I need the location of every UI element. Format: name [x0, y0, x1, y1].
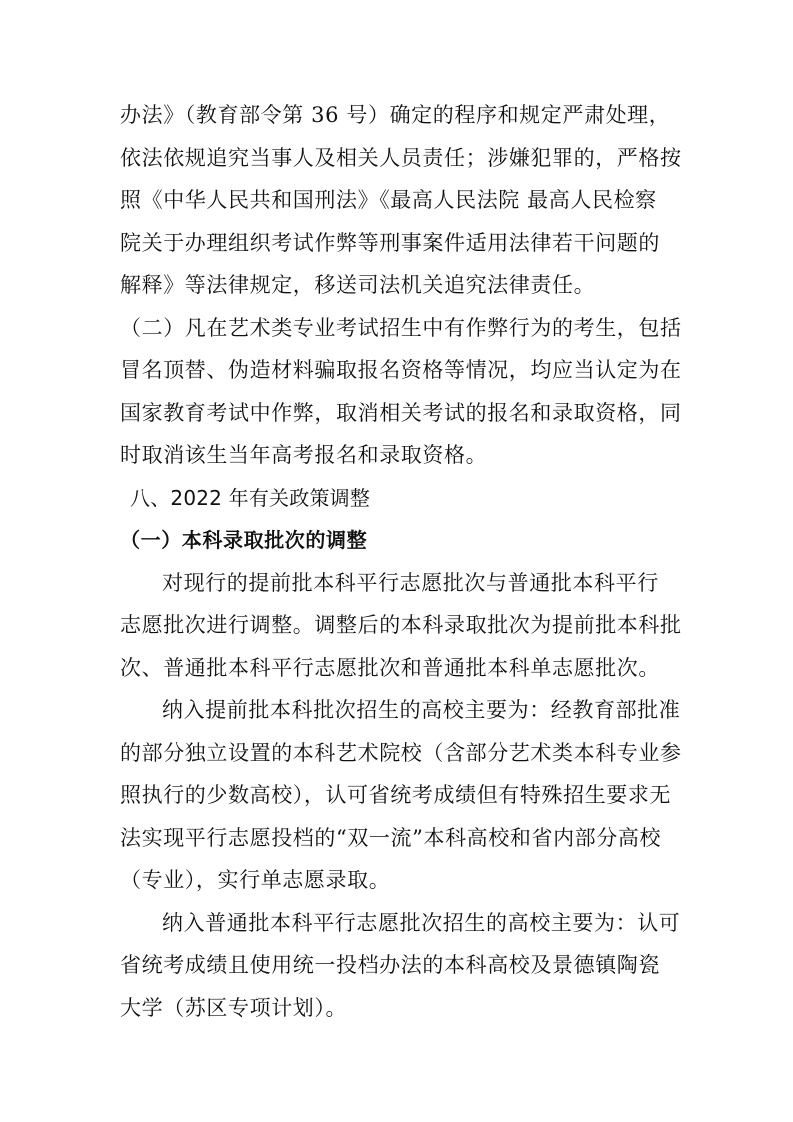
paragraph-line: 国家教育考试中作弊，取消相关考试的报名和录取资格，同 [120, 401, 682, 425]
paragraph-line: （专业），实行单志愿录取。 [120, 868, 391, 892]
paragraph-line: 对现行的提前批本科平行志愿批次与普通批本科平行 [162, 571, 659, 595]
paragraph-line: 依法依规追究当事人及相关人员责任；涉嫌犯罪的，严格按 [120, 146, 682, 170]
paragraph-line: 照执行的少数高校），认可省统考成绩但有特殊招生要求无 [120, 783, 672, 807]
paragraph-line: 解释》等法律规定，移送司法机关追究法律责任。 [120, 273, 596, 297]
paragraph-line: 法实现平行志愿投档的“双一流”本科高校和省内部分高校 [120, 826, 662, 850]
paragraph-line: 院关于办理组织考试作弊等刑事案件适用法律若干问题的 [120, 231, 660, 255]
paragraph-line: 大学（苏区专项计划）。 [120, 996, 348, 1020]
paragraph-line: 纳入普通批本科平行志愿批次招生的高校主要为：认可 [162, 911, 681, 935]
paragraph-line: 冒名顶替、伪造材料骗取报名资格等情况，均应当认定为在 [120, 358, 682, 382]
paragraph-line: 纳入提前批本科批次招生的高校主要为：经教育部批准 [162, 698, 681, 722]
paragraph-line: 志愿批次进行调整。调整后的本科录取批次为提前批本科批 [120, 613, 682, 637]
subsection-heading: （一）本科录取批次的调整 [120, 528, 368, 552]
paragraph-line: 省统考成绩且使用统一投档办法的本科高校及景德镇陶瓷 [120, 953, 660, 977]
paragraph-line: 次、普通批本科平行志愿批次和普通批本科单志愿批次。 [120, 656, 660, 680]
paragraph-line: （二）凡在艺术类专业考试招生中有作弊行为的考生，包括 [120, 316, 682, 340]
paragraph-line: 时取消该生当年高考报名和录取资格。 [120, 443, 488, 467]
paragraph-line: 的部分独立设置的本科艺术院校（含部分艺术类本科专业参 [120, 741, 682, 765]
paragraph-line: 照《中华人民共和国刑法》《最高人民法院 最高人民检察 [120, 188, 657, 212]
paragraph-line: 办法》（教育部令第 36 号）确定的程序和规定严肃处理， [120, 103, 671, 127]
section-heading: 八、2022 年有关政策调整 [130, 486, 371, 510]
